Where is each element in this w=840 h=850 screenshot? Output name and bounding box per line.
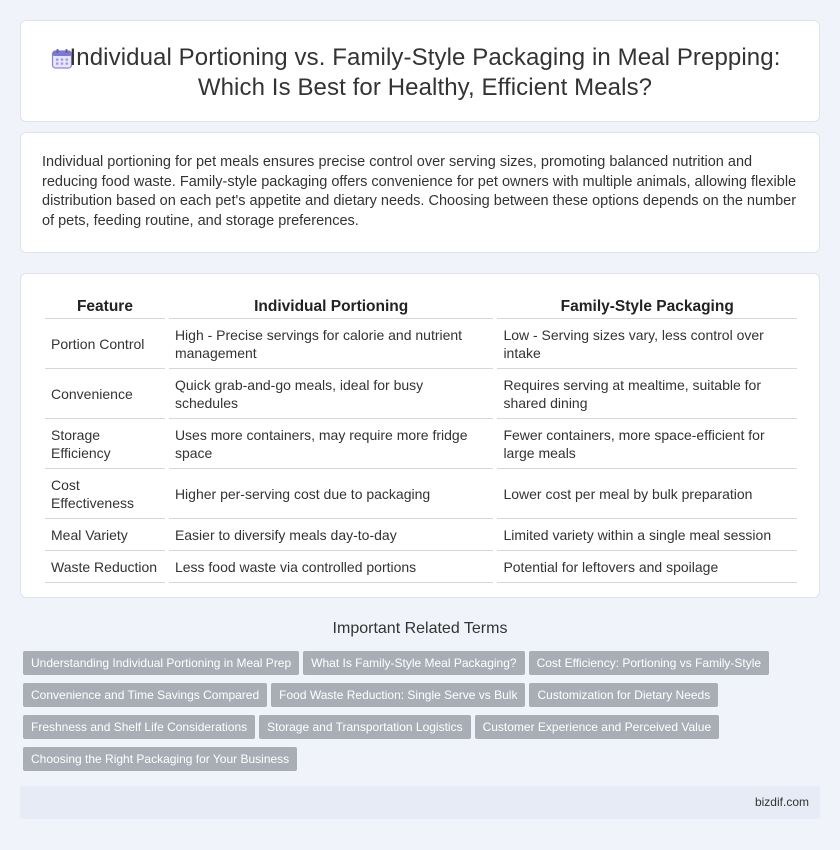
family-cell: Potential for leftovers and spoilage [497, 552, 797, 583]
family-cell: Limited variety within a single meal session [497, 520, 797, 551]
family-cell: Lower cost per meal by bulk preparation [497, 470, 797, 519]
feature-cell: Storage Efficiency [45, 420, 165, 469]
feature-cell: Waste Reduction [45, 552, 165, 583]
feature-cell: Meal Variety [45, 520, 165, 551]
header-feature: Feature [45, 297, 165, 319]
footer-site-link[interactable]: bizdif.com [754, 795, 809, 809]
individual-cell: Less food waste via controlled portions [169, 552, 494, 583]
header-family: Family-Style Packaging [497, 297, 797, 319]
intro-card [20, 132, 820, 253]
related-term-link[interactable]: Cost Efficiency: Portioning vs Family-Style [529, 651, 770, 675]
family-cell: Requires serving at mealtime, suitable for shared dining [497, 370, 797, 419]
related-term-link[interactable]: Freshness and Shelf Life Considerations [23, 715, 255, 739]
related-terms-title: Important Related Terms [332, 620, 508, 637]
individual-cell: Quick grab-and-go meals, ideal for busy schedules [169, 370, 494, 419]
header-card [20, 20, 820, 122]
comparison-card [20, 273, 820, 598]
related-term-link[interactable]: Storage and Transportation Logistics [259, 715, 470, 739]
related-term-link[interactable]: Customization for Dietary Needs [529, 683, 718, 707]
related-terms-list [23, 651, 803, 779]
table-row [45, 320, 797, 369]
individual-cell: Easier to diversify meals day-to-day [169, 520, 494, 551]
related-term-link[interactable]: Understanding Individual Portioning in Meal Prep [23, 651, 299, 675]
individual-cell: Higher per-serving cost due to packaging [169, 470, 494, 519]
header-individual: Individual Portioning [169, 297, 494, 319]
table-row [45, 552, 797, 583]
table-row [45, 520, 797, 551]
related-term-link[interactable]: Convenience and Time Savings Compared [23, 683, 267, 707]
feature-cell: Convenience [45, 370, 165, 419]
comparison-table [41, 296, 801, 584]
page-title: Individual Portioning vs. Family-Style Packaging in Meal Prepping: Which Is Best for Healthy, Efficient Meals? [69, 44, 781, 101]
family-cell: Low - Serving sizes vary, less control over intake [497, 320, 797, 369]
table-row [45, 470, 797, 519]
table-row [45, 370, 797, 419]
footer [20, 786, 820, 819]
table-header-row [45, 297, 797, 319]
family-cell: Fewer containers, more space-efficient for large meals [497, 420, 797, 469]
related-term-link[interactable]: What Is Family-Style Meal Packaging? [303, 651, 524, 675]
table-row [45, 420, 797, 469]
related-term-link[interactable]: Choosing the Right Packaging for Your Business [23, 747, 297, 771]
related-term-link[interactable]: Food Waste Reduction: Single Serve vs Bulk [271, 683, 525, 707]
feature-cell: Portion Control [45, 320, 165, 369]
intro-paragraph: Individual portioning for pet meals ensures precise control over serving sizes, promoting balanced nutrition and reducing food waste. Family-style packaging offers convenience for pet owners with multiple animals, allowing flexible distribution based on each pet's appetite and dietary needs. Choosing between these options depends on the number of pets, feeding routine, and storage preferences. [42, 154, 797, 229]
related-term-link[interactable]: Customer Experience and Perceived Value [475, 715, 720, 739]
feature-cell: Cost Effectiveness [45, 470, 165, 519]
individual-cell: High - Precise servings for calorie and nutrient management [169, 320, 494, 369]
individual-cell: Uses more containers, may require more fridge space [169, 420, 494, 469]
